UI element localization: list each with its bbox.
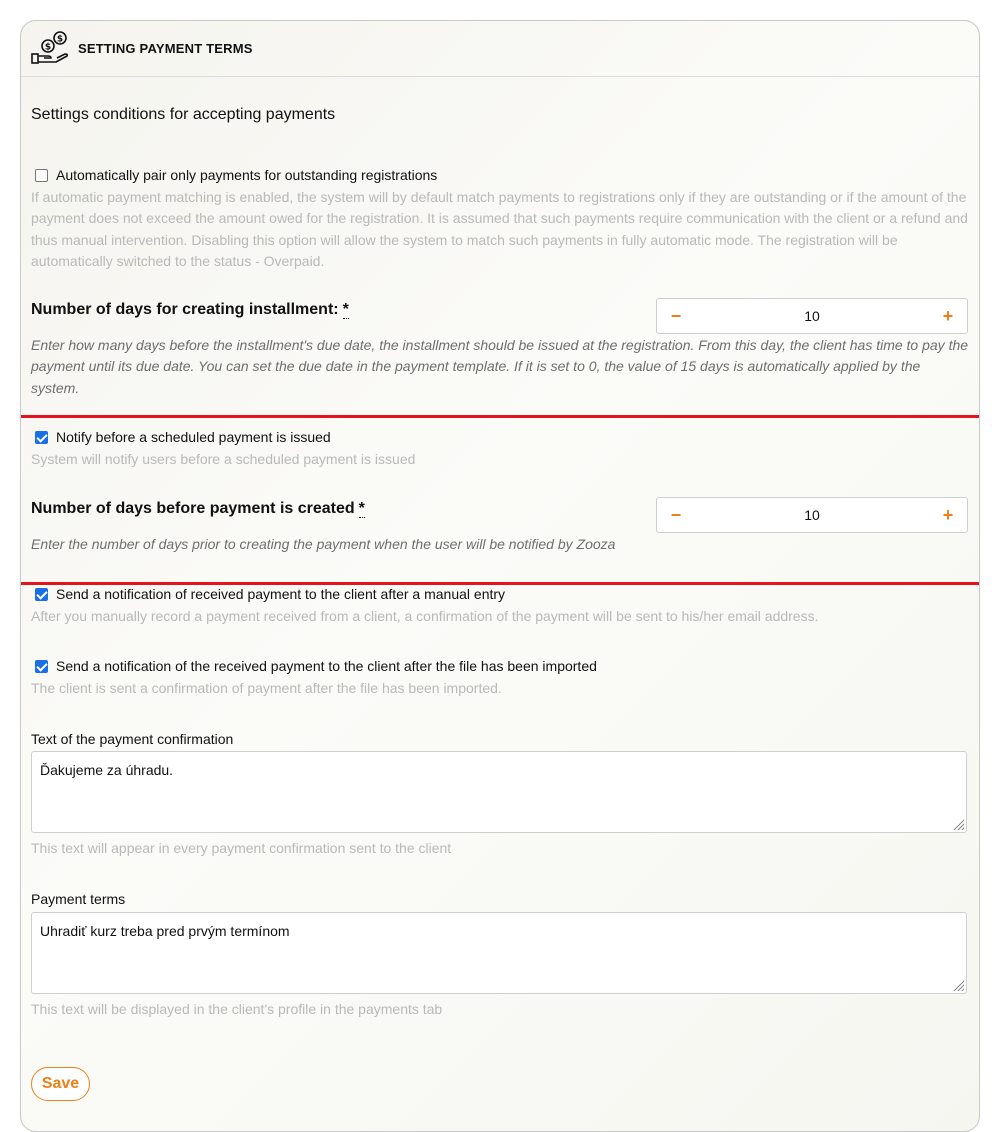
- payment-terms-label: Payment terms: [31, 891, 126, 907]
- payment-terms-textarea[interactable]: [31, 912, 967, 994]
- auto-pair-checkbox[interactable]: [35, 169, 48, 182]
- confirmation-text-help: This text will appear in every payment confirmation sent to the client: [31, 840, 452, 856]
- installment-days-value[interactable]: 10: [804, 308, 820, 324]
- notify-scheduled-label: Notify before a scheduled payment is issued: [56, 429, 331, 445]
- confirmation-text-value: Ďakujeme za úhradu.: [40, 762, 174, 778]
- import-notification-help: The client is sent a confirmation of payment after the file has been imported.: [31, 680, 502, 696]
- section-title: Settings conditions for accepting payments: [31, 106, 336, 123]
- installment-days-help: Enter how many days before the installment's due date, the installment should be issued at the registration. From this day, the client has time to pay the payment until its due date. You can set the due date in the payment template. If it is set to 0, the value of 15 days is automatically applied by the system.: [31, 337, 969, 396]
- payment-terms-card: [20, 20, 980, 1132]
- installment-days-title: Number of days for creating installment: *: [31, 301, 349, 318]
- svg-text:$: $: [56, 34, 64, 45]
- import-notification-checkbox[interactable]: [35, 660, 48, 673]
- resize-handle[interactable]: [952, 979, 964, 991]
- decrement-button[interactable]: −: [670, 305, 682, 326]
- manual-notification-help: After you manually record a payment received from a client, a confirmation of the payment will be sent to his/her email address.: [31, 608, 819, 624]
- notify-scheduled-checkbox[interactable]: [35, 431, 48, 444]
- days-before-payment-value[interactable]: 10: [804, 507, 820, 523]
- auto-pair-label: Automatically pair only payments for outstanding registrations: [56, 167, 438, 183]
- hand-coins-icon: [30, 30, 70, 66]
- confirmation-text-textarea[interactable]: [31, 751, 967, 833]
- svg-text:$: $: [44, 42, 52, 53]
- days-before-payment-stepper: [656, 497, 968, 533]
- increment-button[interactable]: +: [942, 504, 954, 525]
- payment-terms-value: Uhradiť kurz treba pred prvým termínom: [40, 923, 290, 939]
- card-title: SETTING PAYMENT TERMS: [78, 41, 253, 56]
- manual-notification-label: Send a notification of received payment to the client after a manual entry: [56, 586, 506, 602]
- notify-scheduled-option[interactable]: [35, 427, 331, 447]
- resize-handle[interactable]: [952, 818, 964, 830]
- increment-button[interactable]: +: [942, 305, 954, 326]
- decrement-button[interactable]: −: [670, 504, 682, 525]
- payment-terms-help: This text will be displayed in the client's profile in the payments tab: [31, 1001, 443, 1017]
- required-mark: *: [358, 500, 365, 517]
- installment-days-stepper: [656, 298, 968, 334]
- notify-scheduled-help: System will notify users before a scheduled payment is issued: [31, 451, 416, 467]
- import-notification-option[interactable]: [35, 656, 597, 676]
- import-notification-label: Send a notification of the received payment to the client after the file has been imported: [56, 658, 597, 674]
- manual-notification-option[interactable]: [35, 584, 505, 604]
- save-button[interactable]: Save: [31, 1067, 90, 1101]
- card-header: [21, 21, 979, 77]
- confirmation-text-label: Text of the payment confirmation: [31, 731, 234, 747]
- days-before-payment-help: Enter the number of days prior to creating the payment when the user will be notified by Zooza: [31, 536, 616, 552]
- auto-pair-option[interactable]: [35, 165, 437, 185]
- days-before-payment-title: Number of days before payment is created *: [31, 500, 365, 517]
- auto-pair-help: If automatic payment matching is enabled, the system will by default match payments to registrations only if they are outstanding or if the amount of the payment does not exceed the amount owed for the registration. It is assumed that such payments require communication with the client or a refund and thus manual intervention. Disabling this option will allow the system to match such payments in fully automatic mode. The registration will be automatically switched to the status - Overpaid.: [31, 189, 968, 269]
- required-mark: *: [342, 301, 349, 318]
- manual-notification-checkbox[interactable]: [35, 588, 48, 601]
